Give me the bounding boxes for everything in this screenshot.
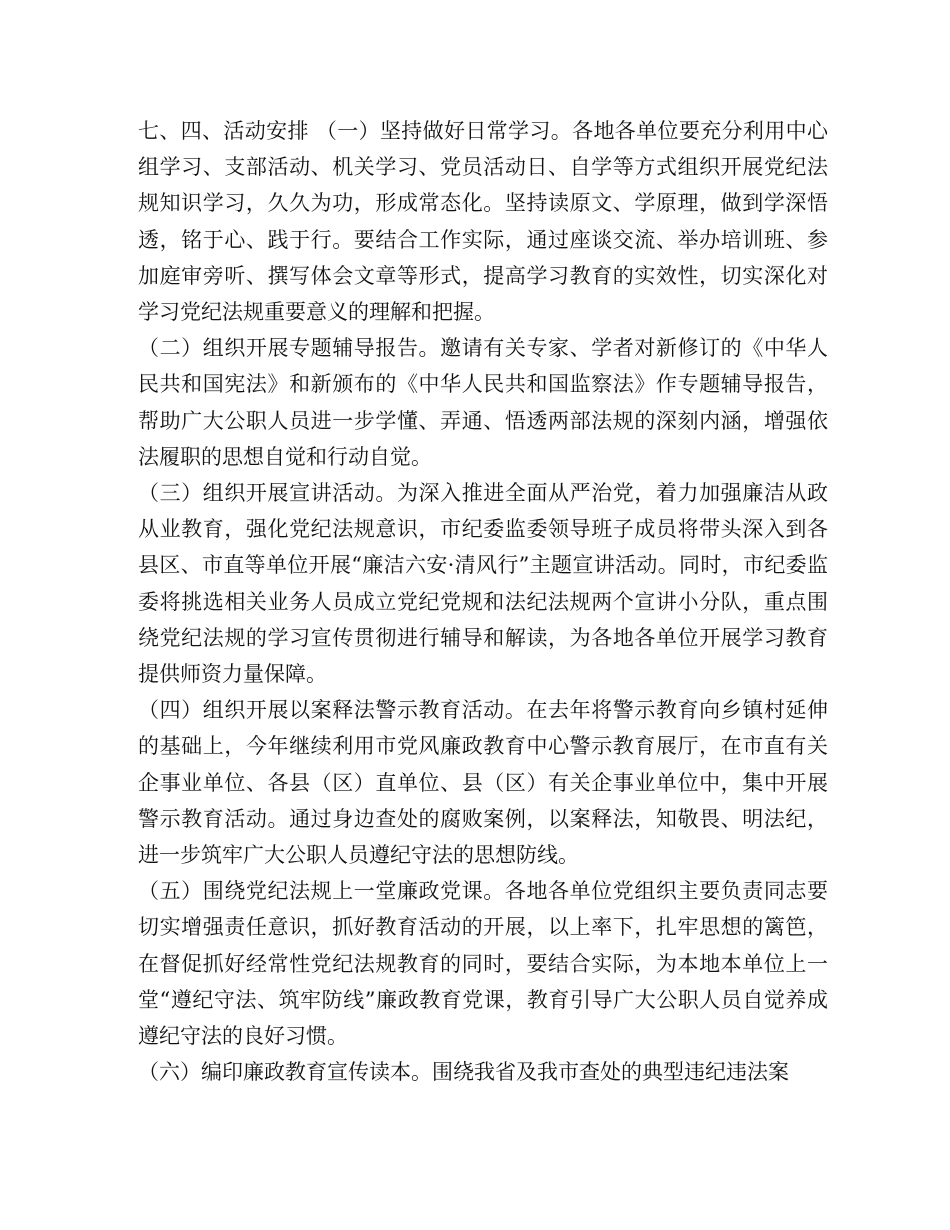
paragraph-warning-education: （四）组织开展以案释法警示教育活动。在去年将警示教育向乡镇村延伸的基础上，今年继续利用市党风廉政教育中心警示教育展厅，在市直有关企事业单位、各县（区）直单位、县（区）有关企事业单位中，集中开展警示教育活动。通过身边查处的腐败案例，以案释法，知敬畏、明法纪，进一步筑牢广大公职人员遵纪守法的思想防线。: [138, 698, 828, 868]
paragraph-party-lesson: （五）围绕党纪法规上一堂廉政党课。各地各单位党组织主要负责同志要切实增强责任意识，抓好教育活动的开展，以上率下，扎牢思想的篱笆，在督促抓好经常性党纪法规教育的同时，要结合实际，为本地本单位上一堂“遵纪守法、筑牢防线”廉政教育党课，教育引导广大公职人员自觉养成遵纪守法的良好习惯。: [138, 879, 828, 1049]
document-body: [138, 113, 828, 1090]
paragraph-special-report: （二）组织开展专题辅导报告。邀请有关专家、学者对新修订的《中华人民共和国宪法》和新颁布的《中华人民共和国监察法》作专题辅导报告，帮助广大公职人员进一步学懂、弄通、悟透两部法规的深刻内涵，增强依法履职的思想自觉和行动自觉。: [138, 336, 828, 469]
paragraph-lecture-activity: （三）组织开展宣讲活动。为深入推进全面从严治党，着力加强廉洁从政从业教育，强化党纪法规意识，市纪委监委领导班子成员将带头深入到各县区、市直等单位开展“廉洁六安·清风行”主题宣讲活动。同时，市纪委监委将挑选相关业务人员成立党纪党规和法纪法规两个宣讲小分队，重点围绕党纪法规的学习宣传贯彻进行辅导和解读，为各地各单位开展学习教育提供师资力量保障。: [138, 481, 828, 687]
paragraph-activity-arrangement: 七、四、活动安排 （一）坚持做好日常学习。各地各单位要充分利用中心组学习、支部活动、机关学习、党员活动日、自学等方式组织开展党纪法规知识学习，久久为功，形成常态化。坚持读原文、学原理，做到学深悟透，铭于心、践于行。要结合工作实际，通过座谈交流、举办培训班、参加庭审旁听、撰写体会文章等形式，提高学习教育的实效性，切实深化对学习党纪法规重要意义的理解和把握。: [138, 119, 828, 325]
paragraph-reading-material: （六）编印廉政教育宣传读本。围绕我省及我市查处的典型违纪违法案: [138, 1060, 789, 1085]
